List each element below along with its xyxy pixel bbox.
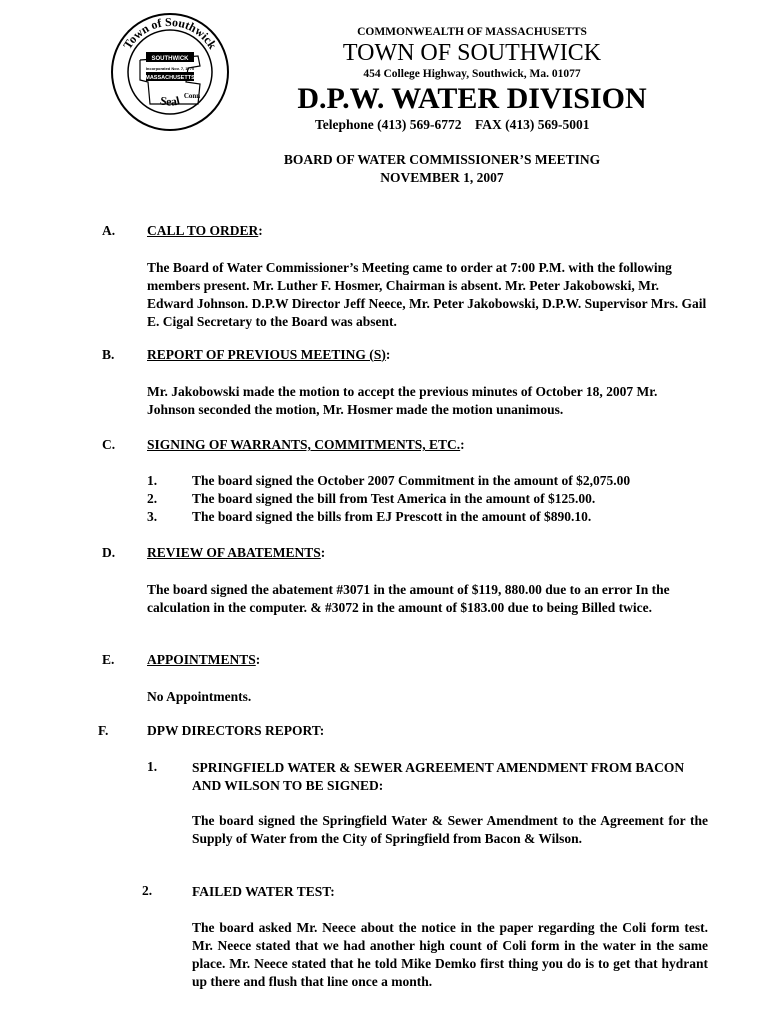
section-c-title: SIGNING OF WARRANTS, COMMITMENTS, ETC.: [147, 437, 461, 452]
section-e-suffix: :: [255, 652, 261, 667]
section-b-letter: B.: [102, 347, 115, 362]
section-e-title: APPOINTMENTS: [147, 652, 256, 667]
division-title: D.P.W. WATER DIVISION: [297, 82, 647, 115]
section-c-letter: C.: [102, 437, 116, 452]
section-d-title: REVIEW OF ABATEMENTS: [147, 545, 321, 560]
section-a-suffix: :: [258, 223, 263, 238]
section-d-letter: D.: [102, 545, 116, 560]
section-a-heading: [147, 223, 263, 239]
section-c-heading: [147, 437, 465, 453]
section-c-item-text: The board signed the bills from EJ Prescott in the amount of $890.10.: [192, 509, 592, 524]
meeting-date: NOVEMBER 1, 2007: [380, 170, 504, 185]
section-f-item-text: The board signed the Springfield Water & Sewer Amendment to the Agreement for the Supply of Water from the City of Springfield from Bacon & Wilson.: [192, 813, 708, 846]
meeting-title: BOARD OF WATER COMMISSIONER’S MEETING: [283, 152, 601, 167]
commonwealth-line: COMMONWEALTH OF MASSACHUSETTS: [357, 26, 587, 38]
town-seal: [110, 12, 230, 132]
section-c-suffix: :: [460, 437, 465, 452]
section-d-heading: [147, 545, 325, 561]
section-e-heading: [147, 652, 260, 668]
seal-conn-text: Conn: [183, 92, 201, 100]
section-f-item-title: SPRINGFIELD WATER & SEWER AGREEMENT AMENDMENT FROM BACON AND WILSON TO BE SIGNED:: [192, 760, 685, 793]
address-line: 454 College Highway, Southwick, Ma. 01077: [363, 68, 581, 80]
section-c-item-num: 1.: [147, 473, 158, 488]
seal-bottom-text: Seal: [158, 93, 182, 109]
seal-top-text: Town of Southwick: [120, 14, 220, 52]
section-c-item-num: 3.: [147, 509, 158, 524]
section-a-text: The Board of Water Commissioner’s Meeting came to order at 7:00 P.M. with the following members present. Mr. Luther F. Hosmer, Chairman is absent. Mr. Peter Jakobowski, Mr. Edward Johnson. D.P.W Director Jeff Neece, Mr. Peter Jakobowski, D.P.W. Supervisor Mrs. Gail E. Cigal Secretary to the Board was absent.: [147, 260, 707, 329]
section-f-item-text: The board asked Mr. Neece about the notice in the paper regarding the Coli form test. Mr. Neece stated that we had another high count of Coli form in the water in the same place. Mr. Neece stated that he told Mike Demko first thing you do is to get that hydrant up there and flush that line once a month.: [192, 920, 708, 989]
section-a-title: CALL TO ORDER: [147, 223, 259, 238]
section-f-item-num: 2.: [142, 883, 153, 898]
seal-town-text: SOUTHWICK: [151, 56, 189, 62]
section-b-suffix: :: [385, 347, 391, 362]
section-a-letter: A.: [102, 223, 116, 238]
seal-state-text: MASSACHUSETTS: [145, 75, 195, 81]
svg-text:Seal: [159, 93, 182, 108]
town-name: TOWN OF SOUTHWICK: [342, 40, 602, 66]
section-c-item-text: The board signed the bill from Test America in the amount of $125.00.: [192, 491, 596, 506]
section-b-title-close: ): [381, 347, 386, 362]
section-c-item-text: The board signed the October 2007 Commitment in the amount of $2,075.00: [192, 473, 631, 488]
section-b-title: REPORT OF PREVIOUS MEETING (: [147, 347, 374, 362]
section-b-text: Mr. Jakobowski made the motion to accept the previous minutes of October 18, 2007 Mr. Johnson seconded the motion, Mr. Hosmer made the motion unanimous.: [147, 384, 658, 417]
section-c-item-num: 2.: [147, 491, 158, 506]
section-f-letter: F.: [98, 723, 109, 738]
section-e-text: No Appointments.: [147, 689, 252, 704]
section-b-title-s: S: [373, 347, 382, 362]
section-d-suffix: :: [320, 545, 326, 560]
section-d-text: The board signed the abatement #3071 in the amount of $119, 880.00 due to an error In the calculation in the computer. & #3072 in the amount of $183.00 due to being Billed twice.: [147, 582, 670, 615]
seal-incorporated-text: Incorporated Nov. 7, 1770: [145, 66, 195, 71]
section-b-heading: [147, 347, 390, 363]
section-f-item-title: FAILED WATER TEST:: [192, 884, 335, 899]
meeting-heading: [200, 151, 684, 187]
section-f-item-num: 1.: [147, 759, 158, 774]
section-f-heading: DPW DIRECTORS REPORT:: [147, 723, 325, 738]
section-e-letter: E.: [102, 652, 115, 667]
phone-line: Telephone (413) 569-6772 FAX (413) 569-5001: [315, 117, 590, 132]
